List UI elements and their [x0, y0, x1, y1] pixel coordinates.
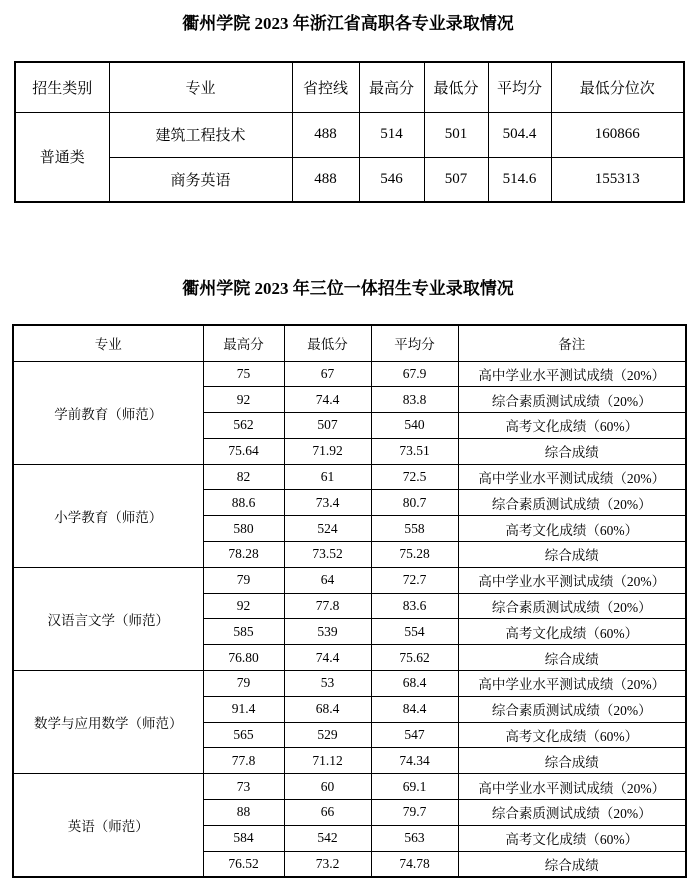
- header-min-score: 最低分: [424, 62, 488, 112]
- note-cell: 高中学业水平测试成绩（20%）: [458, 774, 686, 800]
- min-score-cell: 71.92: [284, 438, 371, 464]
- control-line-cell: 488: [292, 112, 359, 157]
- avg-score-cell: 79.7: [371, 800, 458, 826]
- max-score-cell: 75.64: [203, 438, 284, 464]
- major-cell: 英语（师范）: [13, 774, 203, 877]
- note-cell: 综合素质测试成绩（20%）: [458, 490, 686, 516]
- major-cell: 汉语言文学（师范）: [13, 567, 203, 670]
- max-score-cell: 79: [203, 671, 284, 697]
- header-major: 专业: [109, 62, 292, 112]
- max-score-cell: 546: [359, 157, 424, 202]
- max-score-cell: 82: [203, 464, 284, 490]
- table-header-row: [13, 325, 686, 361]
- min-score-cell: 53: [284, 671, 371, 697]
- note-cell: 综合成绩: [458, 438, 686, 464]
- note-cell: 高中学业水平测试成绩（20%）: [458, 671, 686, 697]
- header-max-score: 最高分: [359, 62, 424, 112]
- max-score-cell: 562: [203, 413, 284, 439]
- note-cell: 综合素质测试成绩（20%）: [458, 593, 686, 619]
- avg-score-cell: 74.78: [371, 851, 458, 877]
- note-cell: 综合成绩: [458, 645, 686, 671]
- header-max-score: 最高分: [203, 325, 284, 361]
- min-score-cell: 524: [284, 516, 371, 542]
- avg-score-cell: 72.5: [371, 464, 458, 490]
- avg-score-cell: 83.8: [371, 387, 458, 413]
- major-cell: 小学教育（师范）: [13, 464, 203, 567]
- note-cell: 高考文化成绩（60%）: [458, 825, 686, 851]
- min-score-cell: 529: [284, 722, 371, 748]
- table-row: [15, 112, 684, 157]
- max-score-cell: 514: [359, 112, 424, 157]
- avg-score-cell: 72.7: [371, 567, 458, 593]
- max-score-cell: 92: [203, 387, 284, 413]
- max-score-cell: 75: [203, 361, 284, 387]
- note-cell: 综合素质测试成绩（20%）: [458, 696, 686, 722]
- avg-score-cell: 75.62: [371, 645, 458, 671]
- min-score-cell: 507: [424, 157, 488, 202]
- max-score-cell: 76.52: [203, 851, 284, 877]
- min-score-cell: 77.8: [284, 593, 371, 619]
- note-cell: 综合成绩: [458, 542, 686, 568]
- avg-score-cell: 554: [371, 619, 458, 645]
- note-cell: 综合素质测试成绩（20%）: [458, 800, 686, 826]
- max-score-cell: 77.8: [203, 748, 284, 774]
- max-score-cell: 73: [203, 774, 284, 800]
- min-rank-cell: 155313: [551, 157, 684, 202]
- avg-score-cell: 563: [371, 825, 458, 851]
- max-score-cell: 92: [203, 593, 284, 619]
- min-score-cell: 539: [284, 619, 371, 645]
- vocational-admission-table-title: 衢州学院 2023 年浙江省高职各专业录取情况: [182, 14, 514, 33]
- major-cell: 建筑工程技术: [109, 112, 292, 157]
- avg-score-cell: 80.7: [371, 490, 458, 516]
- avg-score-cell: 84.4: [371, 696, 458, 722]
- avg-score-cell: 73.51: [371, 438, 458, 464]
- min-score-cell: 61: [284, 464, 371, 490]
- note-cell: 高中学业水平测试成绩（20%）: [458, 567, 686, 593]
- max-score-cell: 585: [203, 619, 284, 645]
- max-score-cell: 78.28: [203, 542, 284, 568]
- min-score-cell: 73.2: [284, 851, 371, 877]
- major-cell: 学前教育（师范）: [13, 361, 203, 464]
- min-score-cell: 501: [424, 112, 488, 157]
- sanweiyiti-table-body: [13, 361, 686, 877]
- header-major: 专业: [13, 325, 203, 361]
- header-min-score: 最低分: [284, 325, 371, 361]
- table-row: [13, 464, 686, 490]
- min-score-cell: 507: [284, 413, 371, 439]
- avg-score-cell: 75.28: [371, 542, 458, 568]
- max-score-cell: 580: [203, 516, 284, 542]
- table-row: [13, 361, 686, 387]
- vocational-admission-table: [14, 61, 685, 203]
- table-row: [13, 567, 686, 593]
- min-score-cell: 542: [284, 825, 371, 851]
- max-score-cell: 79: [203, 567, 284, 593]
- min-score-cell: 74.4: [284, 387, 371, 413]
- min-score-cell: 68.4: [284, 696, 371, 722]
- note-cell: 高中学业水平测试成绩（20%）: [458, 464, 686, 490]
- min-score-cell: 73.4: [284, 490, 371, 516]
- table-header-row: [15, 62, 684, 112]
- avg-score-cell: 504.4: [488, 112, 551, 157]
- note-cell: 高考文化成绩（60%）: [458, 619, 686, 645]
- avg-score-cell: 558: [371, 516, 458, 542]
- min-score-cell: 67: [284, 361, 371, 387]
- max-score-cell: 584: [203, 825, 284, 851]
- admission-category-cell: 普通类: [15, 112, 109, 202]
- avg-score-cell: 69.1: [371, 774, 458, 800]
- note-cell: 综合素质测试成绩（20%）: [458, 387, 686, 413]
- header-min-score-rank: 最低分位次: [551, 62, 684, 112]
- avg-score-cell: 67.9: [371, 361, 458, 387]
- table-row: [15, 157, 684, 202]
- min-score-cell: 66: [284, 800, 371, 826]
- header-remark: 备注: [458, 325, 686, 361]
- avg-score-cell: 540: [371, 413, 458, 439]
- min-score-cell: 74.4: [284, 645, 371, 671]
- header-avg-score: 平均分: [488, 62, 551, 112]
- note-cell: 高考文化成绩（60%）: [458, 413, 686, 439]
- avg-score-cell: 74.34: [371, 748, 458, 774]
- max-score-cell: 91.4: [203, 696, 284, 722]
- header-admission-category: 招生类别: [15, 62, 109, 112]
- avg-score-cell: 68.4: [371, 671, 458, 697]
- min-score-cell: 71.12: [284, 748, 371, 774]
- note-cell: 高考文化成绩（60%）: [458, 722, 686, 748]
- note-cell: 综合成绩: [458, 851, 686, 877]
- sanweiyiti-admission-table-title: 衢州学院 2023 年三位一体招生专业录取情况: [182, 279, 514, 298]
- note-cell: 综合成绩: [458, 748, 686, 774]
- major-cell: 商务英语: [109, 157, 292, 202]
- table-row: [13, 774, 686, 800]
- sanweiyiti-admission-table: [12, 324, 687, 878]
- table-row: [13, 671, 686, 697]
- note-cell: 高中学业水平测试成绩（20%）: [458, 361, 686, 387]
- min-score-cell: 60: [284, 774, 371, 800]
- min-score-cell: 73.52: [284, 542, 371, 568]
- max-score-cell: 76.80: [203, 645, 284, 671]
- control-line-cell: 488: [292, 157, 359, 202]
- min-rank-cell: 160866: [551, 112, 684, 157]
- major-cell: 数学与应用数学（师范）: [13, 671, 203, 774]
- avg-score-cell: 83.6: [371, 593, 458, 619]
- max-score-cell: 88: [203, 800, 284, 826]
- note-cell: 高考文化成绩（60%）: [458, 516, 686, 542]
- avg-score-cell: 547: [371, 722, 458, 748]
- min-score-cell: 64: [284, 567, 371, 593]
- header-avg-score: 平均分: [371, 325, 458, 361]
- header-provincial-control-line: 省控线: [292, 62, 359, 112]
- avg-score-cell: 514.6: [488, 157, 551, 202]
- max-score-cell: 88.6: [203, 490, 284, 516]
- max-score-cell: 565: [203, 722, 284, 748]
